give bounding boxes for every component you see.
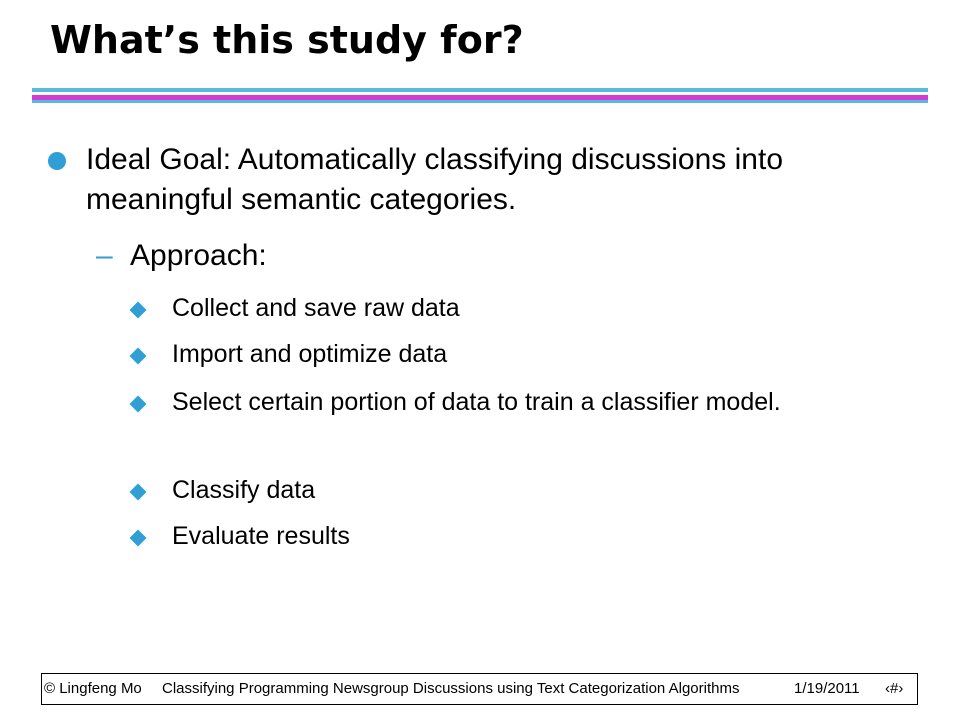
diamond-bullet-icon: [130, 302, 147, 319]
diamond-bullet-icon: [130, 484, 147, 501]
footer-talk-title: Classifying Programming Newsgroup Discussions using Text Categorization Algorithms: [162, 680, 740, 697]
slide-title: What’s this study for?: [50, 18, 524, 62]
diamond-bullet-icon: [130, 530, 147, 547]
diamond-bullet-icon: [130, 348, 147, 365]
title-rule-bottom: [32, 100, 928, 103]
footer-author: © Lingfeng Mo: [44, 680, 142, 697]
footer-date: 1/19/2011: [794, 680, 860, 697]
bullet-dot-icon: [48, 152, 66, 170]
step-item: Evaluate results: [172, 522, 350, 550]
footer-slide-number: ‹#›: [885, 680, 904, 697]
step-item: Import and optimize data: [172, 340, 448, 368]
approach-heading: Approach:: [130, 239, 267, 272]
diamond-bullet-icon: [130, 396, 147, 413]
step-item: Classify data: [172, 476, 316, 504]
step-item: Select certain portion of data to train a classifier model.: [172, 388, 781, 416]
slide-footer: [41, 673, 918, 705]
approach-dash: –: [96, 239, 113, 272]
step-item: Collect and save raw data: [172, 294, 460, 322]
main-bullet-text: Ideal Goal: Automatically classifying discussions into meaningful semantic categories.: [86, 143, 784, 216]
